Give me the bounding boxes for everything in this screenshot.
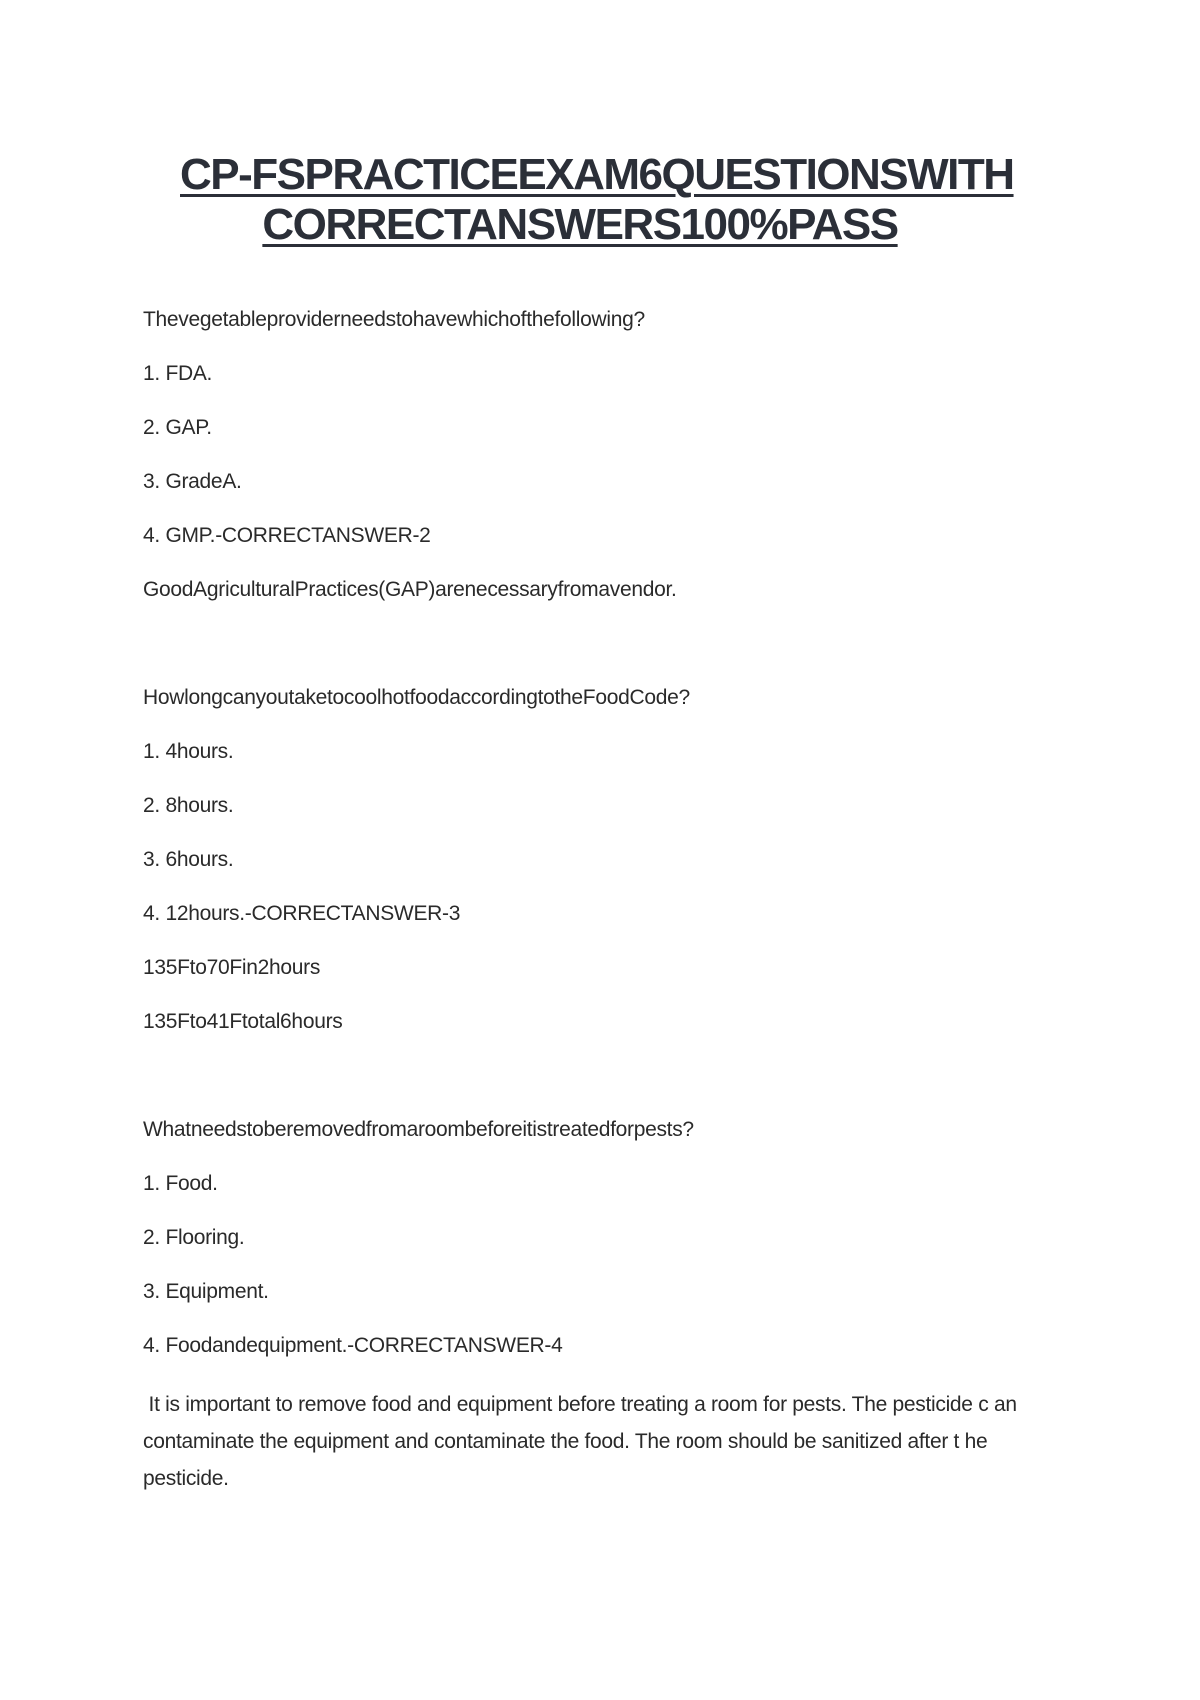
title-line-2: CORRECTANSWERS100%PASS bbox=[262, 200, 898, 249]
answer-explanation: GoodAgriculturalPractices(GAP)arenecessaryfromavendor. bbox=[143, 578, 677, 601]
answer-option: 3. GradeA. bbox=[143, 470, 242, 493]
answer-explanation: 135Fto70Fin2hours bbox=[143, 956, 321, 979]
answer-explanation-paragraph: It is important to remove food and equipment before treating a room for pests. The pesticide c an contaminate the equipment and contaminate the food. The room should be sanitized after t he pesticide. bbox=[143, 1393, 1023, 1490]
question-block-2 bbox=[143, 684, 1063, 1036]
answer-option: 3. 6hours. bbox=[143, 848, 234, 871]
answer-option: 2. Flooring. bbox=[143, 1226, 245, 1249]
answer-option: 1. Food. bbox=[143, 1172, 218, 1195]
answer-option-correct: 4. GMP.-CORRECTANSWER-2 bbox=[143, 524, 431, 547]
spacer bbox=[143, 1062, 1063, 1116]
title-line-1: CP-FSPRACTICEEXAM6QUESTIONSWITH bbox=[180, 150, 1014, 199]
answer-option: 2. 8hours. bbox=[143, 794, 234, 817]
document-title bbox=[180, 150, 1014, 250]
answer-option: 3. Equipment. bbox=[143, 1280, 269, 1303]
question-text: Thevegetableproviderneedstohavewhichofthefollowing? bbox=[143, 308, 645, 331]
question-block-3 bbox=[143, 1116, 1063, 1497]
answer-option: 1. 4hours. bbox=[143, 740, 234, 763]
spacer bbox=[143, 630, 1063, 684]
question-text: HowlongcanyoutaketocoolhotfoodaccordingtotheFoodCode? bbox=[143, 686, 690, 709]
answer-option-correct: 4. Foodandequipment.-CORRECTANSWER-4 bbox=[143, 1334, 563, 1357]
answer-option: 2. GAP. bbox=[143, 416, 212, 439]
questions-list bbox=[143, 306, 1063, 1497]
question-text: Whatneedstoberemovedfromaroombeforeitistreatedforpests? bbox=[143, 1118, 694, 1141]
answer-option: 1. FDA. bbox=[143, 362, 213, 385]
answer-option-correct: 4. 12hours.-CORRECTANSWER-3 bbox=[143, 902, 461, 925]
question-block-1 bbox=[143, 306, 1063, 604]
answer-explanation: 135Fto41Ftotal6hours bbox=[143, 1010, 343, 1033]
